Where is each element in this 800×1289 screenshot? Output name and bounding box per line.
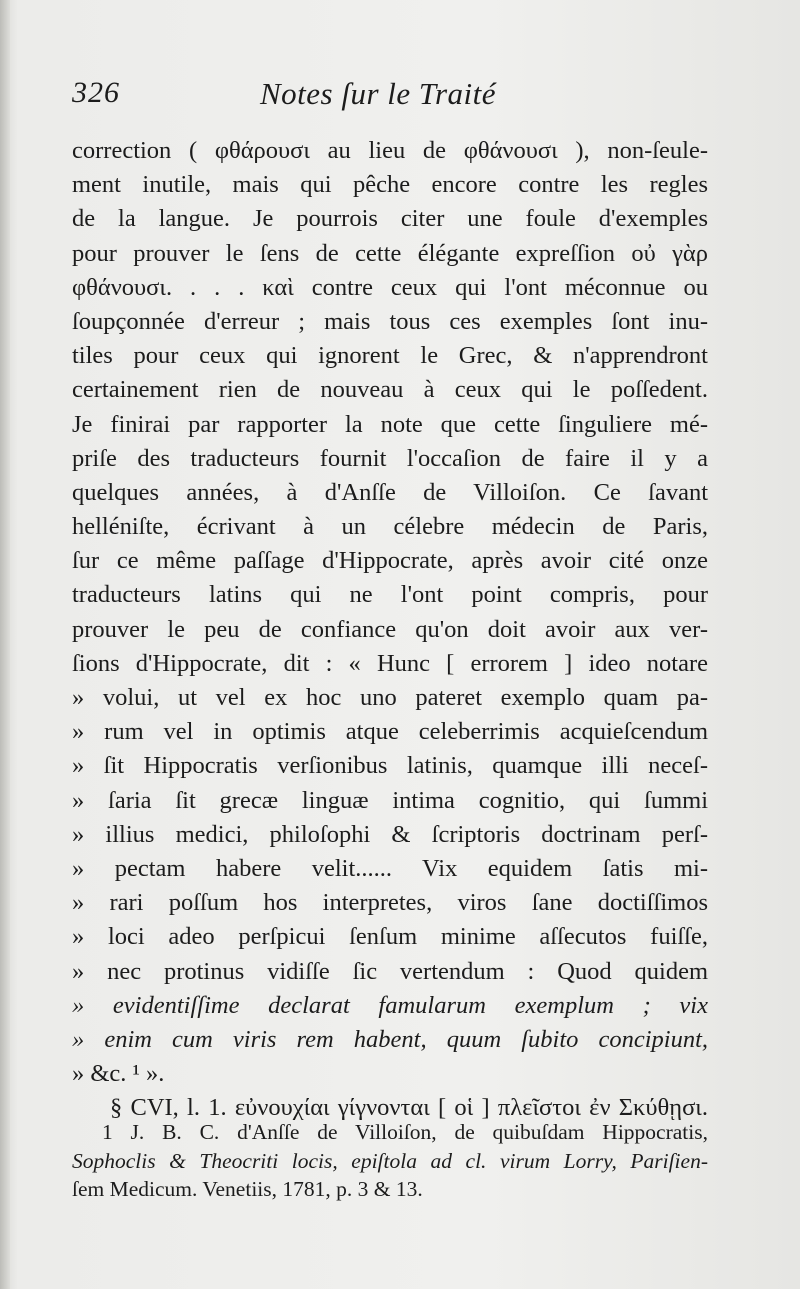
text-line: de la langue. Je pourrois citer une foule d'exemples <box>72 205 708 233</box>
text-line: certainement rien de nouveau à ceux qui le poſſedent. <box>72 376 708 404</box>
quotation-line: » volui, ut vel ex hoc uno pateret exemplo quam pa- <box>72 684 708 711</box>
text-line: helléniſte, écrivant à un célebre médecin de Paris, <box>72 513 708 541</box>
text-line: Je finirai par rapporter la note que cette ſinguliere mé- <box>72 410 708 438</box>
quotation-line: » ſaria ſit grecæ linguæ intima cognitio, qui ſummi <box>72 786 708 814</box>
footnote-line: 1 J. B. C. d'Anſſe de Villoiſon, de quibuſdam Hippocratis, <box>102 1120 708 1144</box>
section-heading-line: § CVI, l. 1. εὐνουχίαι γίγνονται [ οἱ ] πλεῖστοι ἐν Σκύθῃσι. <box>110 1094 708 1122</box>
page-number: 326 <box>72 76 120 109</box>
text-line: ſoupçonnée d'erreur ; mais tous ces exemples ſont inu- <box>72 307 708 335</box>
text-line: ſur ce même paſſage d'Hippocrate, après avoir cité onze <box>72 547 708 575</box>
body-text <box>72 134 708 1125</box>
quotation-line: » illius medici, philoſophi & ſcriptoris doctrinam perſ- <box>72 820 708 848</box>
quotation-line: » enim cum viris rem habent, quum ſubito concipiunt, <box>72 1025 708 1053</box>
page-header <box>72 76 712 126</box>
text-line: ſions d'Hippocrate, dit : « Hunc [ errorem ] ideo notare <box>72 649 708 677</box>
footnote-line: Sophoclis & Theocriti locis, epiſtola ad cl. virum Lorry, Pariſien- <box>72 1148 708 1173</box>
text-line: ment inutile, mais qui pêche encore contre les regles <box>72 171 708 199</box>
text-line: φθάνουσι. . . . καὶ contre ceux qui l'ont méconnue ou <box>72 273 708 301</box>
quotation-line: » &c. ¹ ». <box>72 1060 165 1088</box>
text-line: tiles pour ceux qui ignorent le Grec, & n'apprendront <box>72 342 708 370</box>
text-line: traducteurs latins qui ne l'ont point compris, pour <box>72 581 708 609</box>
text-line: priſe des traducteurs fournit l'occaſion de faire il y a <box>72 444 708 472</box>
quotation-line: » pectam habere velit...... Vix equidem ſatis mi- <box>72 854 708 882</box>
quotation-line: » rari poſſum hos interpretes, viros ſane doctiſſimos <box>72 889 708 917</box>
quotation-line: » nec protinus vidiſſe ſic vertendum : Quod quidem <box>72 957 708 985</box>
quotation-line: » loci adeo perſpicui ſenſum minime aſſecutos fuiſſe, <box>72 923 708 951</box>
footnote <box>72 1118 708 1204</box>
quotation-line: » evidentiſſime declarat famularum exemplum ; vix <box>72 991 708 1019</box>
page-binding-shadow <box>0 0 10 1289</box>
running-title: Notes ſur le Traité <box>260 76 496 111</box>
text-line: quelques années, à d'Anſſe de Villoiſon. Ce ſavant <box>72 478 708 506</box>
text-line: prouver le peu de confiance qu'on doit avoir aux ver- <box>72 615 708 643</box>
quotation-line: » ſit Hippocratis verſionibus latinis, quamque illi neceſ- <box>72 752 708 780</box>
text-line: pour prouver le ſens de cette élégante expreſſion οὐ γὰρ <box>72 239 708 267</box>
text-line: correction ( φθάρουσι au lieu de φθάνουσι ), non-ſeule- <box>72 137 708 164</box>
footnote-line: ſem Medicum. Venetiis, 1781, p. 3 & 13. <box>72 1177 423 1201</box>
quotation-line: » rum vel in optimis atque celeberrimis acquieſcendum <box>72 718 708 746</box>
